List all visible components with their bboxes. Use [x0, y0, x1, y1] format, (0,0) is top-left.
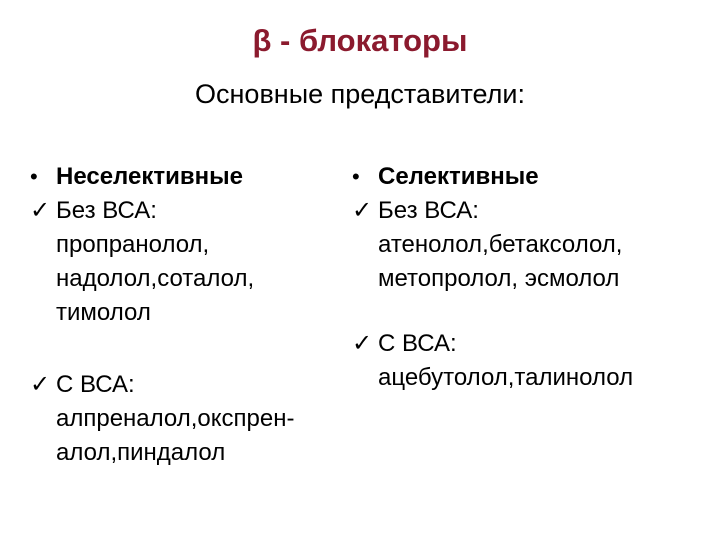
bullet-icon: • — [352, 164, 360, 189]
selective-heading-row — [352, 160, 692, 194]
nonselective-heading-row — [30, 160, 340, 194]
nonselective-column — [30, 160, 340, 470]
selective-isa-label: С ВСА: — [378, 330, 457, 357]
selective-no-isa-row — [352, 194, 692, 228]
nonselective-no-isa-label: Без ВСА: — [56, 197, 157, 224]
selective-no-isa-label: Без ВСА: — [378, 197, 479, 224]
drug-list-line: метопролол, эсмолол — [378, 265, 620, 292]
nonselective-isa-row — [30, 368, 340, 402]
drug-list-line: тимолол — [56, 299, 151, 326]
checkmark-icon: ✓ — [30, 197, 51, 224]
slide-subtitle: Основные представители: — [195, 79, 525, 109]
nonselective-no-isa-row — [30, 194, 340, 228]
checkmark-icon: ✓ — [352, 330, 373, 357]
slide-title: β - блокаторы — [252, 23, 468, 58]
drug-list-line: алпреналол,окспрен- — [56, 405, 295, 432]
selective-column — [352, 160, 692, 395]
drug-list-line: атенолол,бетаксолол, — [378, 231, 623, 258]
bullet-icon: • — [30, 164, 38, 189]
drug-list-line: ацебутолол,талинолол — [378, 364, 634, 391]
checkmark-icon: ✓ — [352, 197, 373, 224]
nonselective-isa-label: С ВСА: — [56, 371, 135, 398]
selective-heading: Селективные — [378, 163, 539, 190]
nonselective-heading: Неселективные — [56, 163, 243, 190]
drug-list-line: алол,пиндалол — [56, 439, 226, 466]
selective-isa-row — [352, 327, 692, 361]
drug-list-line: надолол,соталол, — [56, 265, 255, 292]
checkmark-icon: ✓ — [30, 371, 51, 398]
drug-list-line: пропранолол, — [56, 231, 210, 258]
